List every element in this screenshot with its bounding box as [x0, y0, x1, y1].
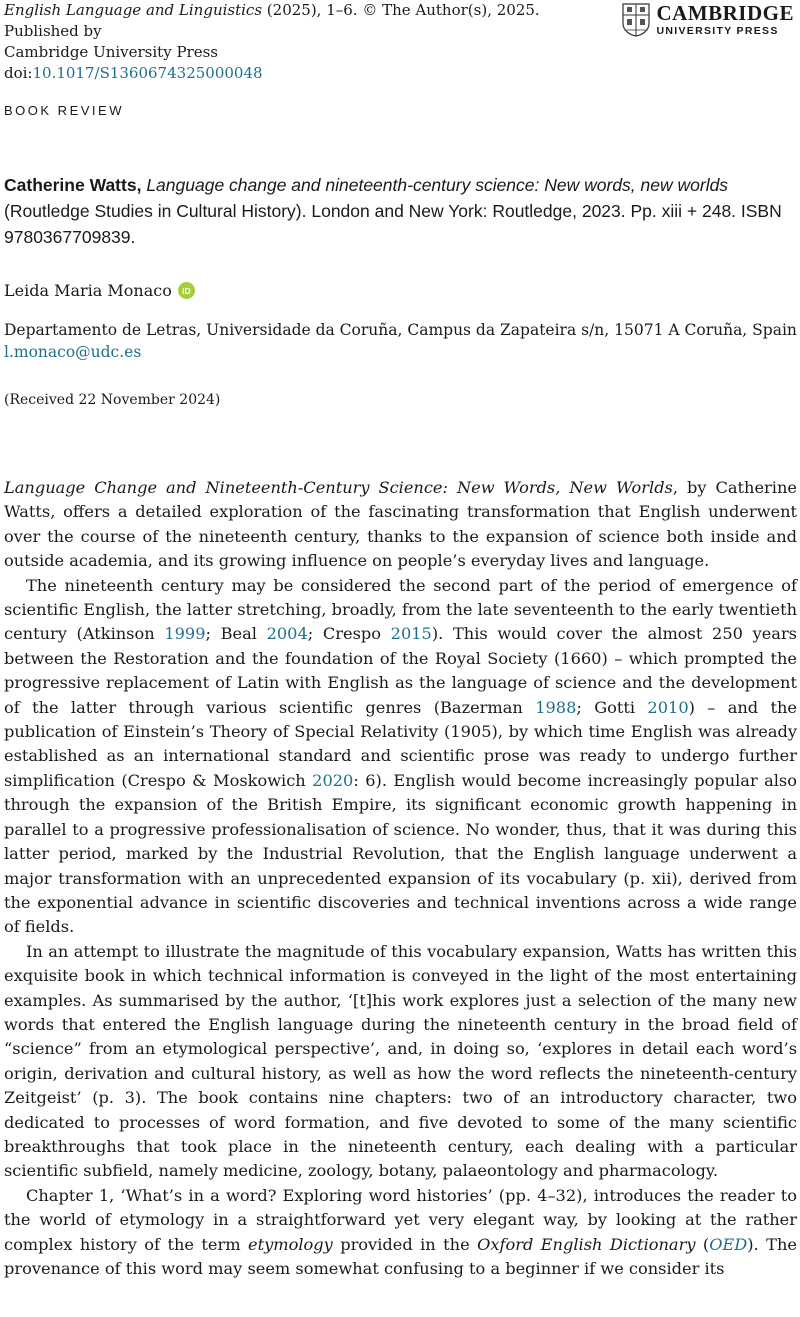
- reviewed-book-title: Language Change and Nineteenth-Century Science: New Words, New Worlds: [4, 478, 673, 497]
- doi-prefix: doi:: [4, 64, 33, 82]
- paragraph-2: The nineteenth century may be considered the second part of the period of emergence of scientific English, the latter stretching, broadly, from the late seventeenth to the early twentieth century (Atkinson 1999; Beal 2004; Crespo 2015). This would cover the almost 250 years between the Restoration and the foundation of the Royal Society (1660) – which prompted the progressive replacement of Latin with English as the language of science and the development of the latter through various scientific genres (Bazerman 1988; Gotti 2010) – and the publication of Einstein’s Theory of Special Relativity (1905), by which time English was already established as an international standard and scientific prose was ready to undergo further simplification (Crespo & Moskowich 2020: 6). English would become increasingly popular also through the expansion of the British Empire, its significant economic growth happening in parallel to a progressive professionalisation of science. No wonder, thus, that it was during this latter period, marked by the Industrial Revolution, that the English language underwent a major transformation with an unprecedented expansion of its vocabulary (p. xii), derived from the exponential advance in scientific discoveries and technical inventions across a wide range of fields.: [4, 575, 798, 937]
- book-details: (Routledge Studies in Cultural History). London and New York: Routledge, 2023. Pp. xiii + 248. ISBN 9780367709839.: [4, 201, 782, 247]
- doi-line: [4, 63, 564, 84]
- affiliation: [4, 319, 799, 363]
- orcid-icon[interactable]: iD: [178, 282, 195, 299]
- publisher-line: Cambridge University Press: [4, 43, 218, 61]
- affiliation-address: Departamento de Letras, Universidade da Coruña, Campus da Zapateira s/n, 15071 A Coruña, Spain: [4, 321, 797, 339]
- journal-header: [4, 0, 564, 84]
- section-label: BOOK REVIEW: [4, 103, 124, 118]
- citation-link[interactable]: 2004: [266, 624, 308, 644]
- citation-link[interactable]: 1988: [535, 697, 577, 717]
- doi-link[interactable]: 10.1017/S1360674325000048: [32, 64, 263, 82]
- article-body: [4, 476, 797, 1281]
- reviewer-name: Leida Maria Monaco: [4, 281, 172, 300]
- citation-tail: (2025), 1–6. © The Author(s), 2025. Published by: [4, 1, 540, 40]
- paragraph-1: Language Change and Nineteenth-Century Science: New Words, New Worlds, by Catherine Watts, offers a detailed exploration of the fascinating transformation that English underwent over the course of the nineteenth century, thanks to the expansion of science both inside and outside academia, and its growing influence on people’s everyday lives and language.: [4, 478, 797, 571]
- citation-link[interactable]: 2015: [390, 624, 432, 644]
- citation-link[interactable]: 2020: [312, 770, 354, 790]
- citation-link[interactable]: OED: [709, 1234, 748, 1254]
- received-date: (Received 22 November 2024): [4, 392, 221, 408]
- reviewer: [4, 281, 195, 300]
- citation-link[interactable]: 1999: [164, 624, 206, 644]
- logo-sub-text: UNIVERSITY PRESS: [656, 25, 779, 38]
- logo-main-text: CAMBRIDGE: [656, 1, 794, 26]
- paragraph-4: Chapter 1, ‘What’s in a word? Exploring word histories’ (pp. 4–32), introduces the reader to the world of etymology in a straightforward yet very elegant way, by looking at the rather complex history of the term etymology provided in the Oxford English Dictionary (OED). The provenance of this word may seem somewhat confusing to a beginner if we consider its: [4, 1185, 797, 1278]
- email-link[interactable]: l.monaco@udc.es: [4, 343, 142, 361]
- book-author: Catherine Watts,: [4, 175, 142, 195]
- citation-link[interactable]: 2010: [647, 697, 689, 717]
- crest-icon: [622, 3, 650, 37]
- paragraph-3: In an attempt to illustrate the magnitude of this vocabulary expansion, Watts has written this exquisite book in which technical information is conveyed in the light of the most entertaining examples. As summarised by the author, ‘[t]his work explores just a selection of the many new words that entered the English language during the nineteenth century in the broad field of “science” from an etymological perspective’, and, in doing so, ‘explores in detail each word’s origin, derivation and cultural history, as well as how the word reflects the nineteenth-century Zeitgeist’ (p. 3). The book contains nine chapters: two of an introductory character, two dedicated to processes of word formation, and five devoted to some of the many scientific breakthroughs that took place in the nineteenth century, each dealing with a particular scientific subfield, namely medicine, zoology, botany, palaeontology and pharmacology.: [4, 941, 797, 1181]
- book-citation: [4, 172, 794, 250]
- cambridge-logo: [622, 3, 794, 37]
- journal-name: English Language and Linguistics: [4, 1, 263, 19]
- book-title: Language change and nineteenth-century science: New words, new worlds: [146, 175, 729, 195]
- citation-line: [4, 0, 564, 42]
